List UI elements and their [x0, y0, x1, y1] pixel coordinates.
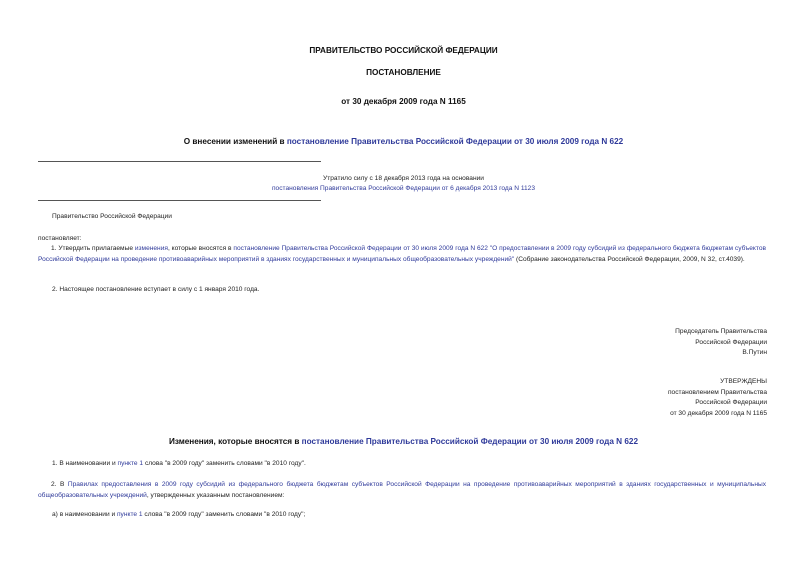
change-item-1	[52, 459, 306, 470]
paragraph-1-text-b: , которые вносятся в	[167, 245, 234, 252]
changes-heading-link[interactable]: постановление Правительства Российской Федерации от 30 июля 2009 года N 622	[301, 437, 639, 446]
paragraph-1-text-c: (Собрание законодательства Российской Федерации, 2009, N 32, ст.4039).	[514, 255, 745, 263]
approval-line4: от 30 декабря 2009 года N 1165	[670, 409, 767, 417]
resolution-622-link[interactable]: постановление Правительства Российской Федерации от 30 июля 2009 года N 622 "О предоставлении в 2009 году субсидий из федерального бюджета бюджетам субъектов Российской Федерации на проведение противоаварийных мероприятий в зданиях государственных и муниципальных общеобразовательных учреждений"	[38, 245, 766, 263]
change-item-2	[38, 480, 766, 501]
signature-position-line2: Российской Федерации	[695, 338, 767, 346]
change-item-2-text-a: 2. В	[51, 481, 68, 488]
changes-heading	[0, 437, 807, 446]
government-heading: ПРАВИТЕЛЬСТВО РОССИЙСКОЙ ФЕДЕРАЦИИ	[309, 46, 498, 55]
status-repeal-link[interactable]: постановления Правительства Российской Федерации от 6 декабря 2013 года N 1123	[271, 185, 536, 192]
decides-text: постановляет:	[38, 235, 82, 242]
change-item-a	[52, 510, 305, 521]
signature-name: В.Путин	[742, 349, 767, 357]
approval-block	[668, 377, 767, 419]
document-title	[0, 137, 807, 146]
government-name-text: Правительство Российской Федерации	[52, 213, 172, 220]
item-1-point-link[interactable]: пункте 1	[117, 460, 144, 467]
title-reference-link[interactable]: постановление Правительства Российской Федерации от 30 июля 2009 года N 622	[286, 137, 624, 146]
approval-line3: Российской Федерации	[695, 399, 767, 407]
change-item-a-text-a: а) в наименовании и	[52, 511, 117, 518]
paragraph-2: 2. Настоящее постановление вступает в силу с 1 января 2010 года.	[52, 286, 260, 293]
status-top-divider	[38, 161, 321, 162]
approval-line1: УТВЕРЖДЕНЫ	[720, 378, 767, 385]
status-line: Утратило силу с 18 декабря 2013 года на основании	[323, 175, 484, 182]
change-item-2-text-b: , утвержденных указанным постановлением:	[146, 491, 285, 499]
document-date-number: от 30 декабря 2009 года N 1165	[341, 97, 466, 106]
changes-heading-prefix: Изменения, которые вносятся в	[168, 437, 302, 446]
change-item-1-text-a: 1. В наименовании и	[52, 460, 118, 467]
paragraph-1	[38, 244, 766, 265]
changes-link[interactable]: изменения	[134, 245, 168, 252]
item-a-point-link[interactable]: пункте 1	[116, 511, 143, 518]
rules-link[interactable]: Правилах предоставления в 2009 году субсидий из федерального бюджета бюджетам субъектов Российской Федерации на проведение противоаварийных мероприятий в зданиях государственных и муниципальных общеобразовательных учреждений	[38, 481, 766, 499]
document-type-heading: ПОСТАНОВЛЕНИЕ	[366, 68, 441, 77]
change-item-a-text-b: слова "в 2009 году" заменить словами "в 2010 году";	[142, 511, 306, 518]
approval-line2: постановлением Правительства	[667, 388, 767, 396]
status-bottom-divider	[38, 200, 321, 201]
document-title-prefix: О внесении изменений в	[183, 137, 287, 146]
signature-block	[675, 327, 767, 359]
signature-position-line1: Председатель Правительства	[675, 328, 767, 335]
change-item-1-text-b: слова "в 2009 году" заменить словами "в 2010 году".	[143, 460, 306, 467]
paragraph-1-text-a: 1. Утвердить прилагаемые	[51, 245, 135, 252]
